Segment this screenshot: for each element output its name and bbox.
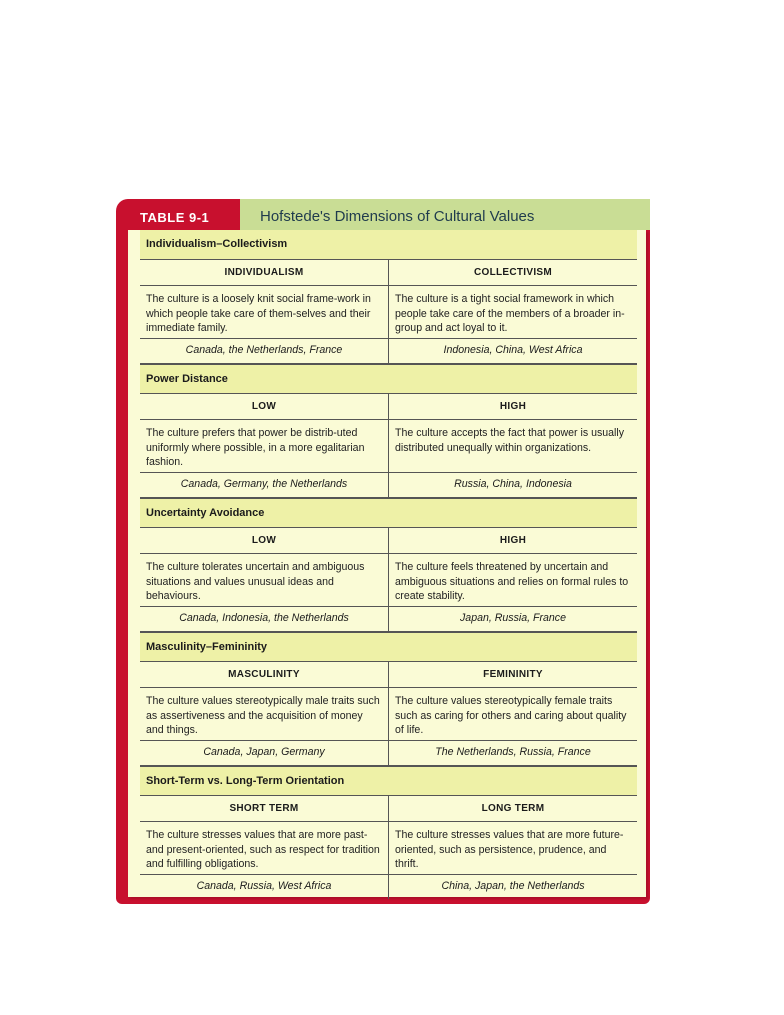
description-cell: The culture tolerates uncertain and ambiguous situations and values unusual ideas and behaviours.	[146, 561, 365, 602]
dimension-block	[140, 498, 637, 632]
examples-cell: Canada, Indonesia, the Netherlands	[179, 612, 349, 624]
examples-cell: China, Japan, the Netherlands	[388, 875, 637, 899]
examples-row	[140, 741, 637, 766]
table-title: Hofstede's Dimensions of Cultural Values	[260, 208, 535, 225]
table-content	[140, 230, 637, 899]
pole-label: INDIVIDUALISM	[224, 267, 304, 278]
pole-label: LOW	[251, 401, 277, 412]
description-row	[140, 554, 637, 607]
examples-cell: Indonesia, China, West Africa	[388, 339, 637, 363]
description-row	[140, 286, 637, 339]
dimension-block	[140, 766, 637, 899]
pole-row	[140, 528, 637, 554]
examples-cell: Japan, Russia, France	[388, 607, 637, 631]
dimension-block	[140, 230, 637, 364]
examples-row	[140, 339, 637, 364]
examples-cell: Canada, the Netherlands, France	[185, 344, 343, 356]
examples-row	[140, 473, 637, 498]
examples-cell: Canada, Russia, West Africa	[196, 880, 332, 892]
pole-label: HIGH	[388, 528, 637, 553]
examples-cell: Canada, Germany, the Netherlands	[180, 478, 348, 490]
description-cell: The culture values stereotypically male traits such as assertiveness and the acquisition of money and things.	[146, 695, 380, 736]
description-cell: The culture prefers that power be distrib-uted uniformly where possible, in a more egalitarian fashion.	[146, 427, 365, 468]
dimension-block	[140, 632, 637, 766]
examples-row	[140, 607, 637, 632]
description-cell: The culture is a loosely knit social frame-work in which people take care of them-selves and their immediate family.	[146, 293, 371, 334]
description-cell: The culture stresses values that are more future-oriented, such as persistence, prudence, and thrift.	[388, 822, 637, 874]
description-cell: The culture values stereotypically female traits such as caring for others and caring about quality of life.	[388, 688, 637, 740]
pole-row	[140, 394, 637, 420]
dimension-heading: Masculinity–Femininity	[140, 632, 637, 662]
pole-label: COLLECTIVISM	[388, 260, 637, 285]
pole-label: MASCULINITY	[228, 669, 300, 680]
pole-label: LONG TERM	[388, 796, 637, 821]
dimension-heading: Uncertainty Avoidance	[140, 498, 637, 528]
description-row	[140, 688, 637, 741]
dimension-block	[140, 364, 637, 498]
description-cell: The culture is a tight social framework in which people take care of the members of a broader in-group and act loyal to it.	[388, 286, 637, 338]
examples-cell: Canada, Japan, Germany	[203, 746, 325, 758]
pole-label: SHORT TERM	[229, 803, 299, 814]
pole-row	[140, 796, 637, 822]
description-row	[140, 822, 637, 875]
pole-row	[140, 662, 637, 688]
dimension-heading: Short-Term vs. Long-Term Orientation	[140, 766, 637, 796]
dimension-heading: Power Distance	[140, 364, 637, 394]
pole-row	[140, 260, 637, 286]
description-row	[140, 420, 637, 473]
table-label: TABLE 9-1	[140, 210, 210, 225]
description-cell: The culture feels threatened by uncertain and ambiguous situations and relies on formal rules to create stability.	[388, 554, 637, 606]
pole-label: HIGH	[388, 394, 637, 419]
description-cell: The culture accepts the fact that power is usually distributed unequally within organizations.	[388, 420, 637, 472]
description-cell: The culture stresses values that are more past- and present-oriented, such as respect for tradition and fulfilling obligations.	[146, 829, 380, 870]
dimension-heading: Individualism–Collectivism	[140, 230, 637, 260]
pole-label: FEMININITY	[388, 662, 637, 687]
examples-cell: The Netherlands, Russia, France	[388, 741, 637, 765]
pole-label: LOW	[251, 535, 277, 546]
examples-row	[140, 875, 637, 899]
examples-cell: Russia, China, Indonesia	[388, 473, 637, 497]
